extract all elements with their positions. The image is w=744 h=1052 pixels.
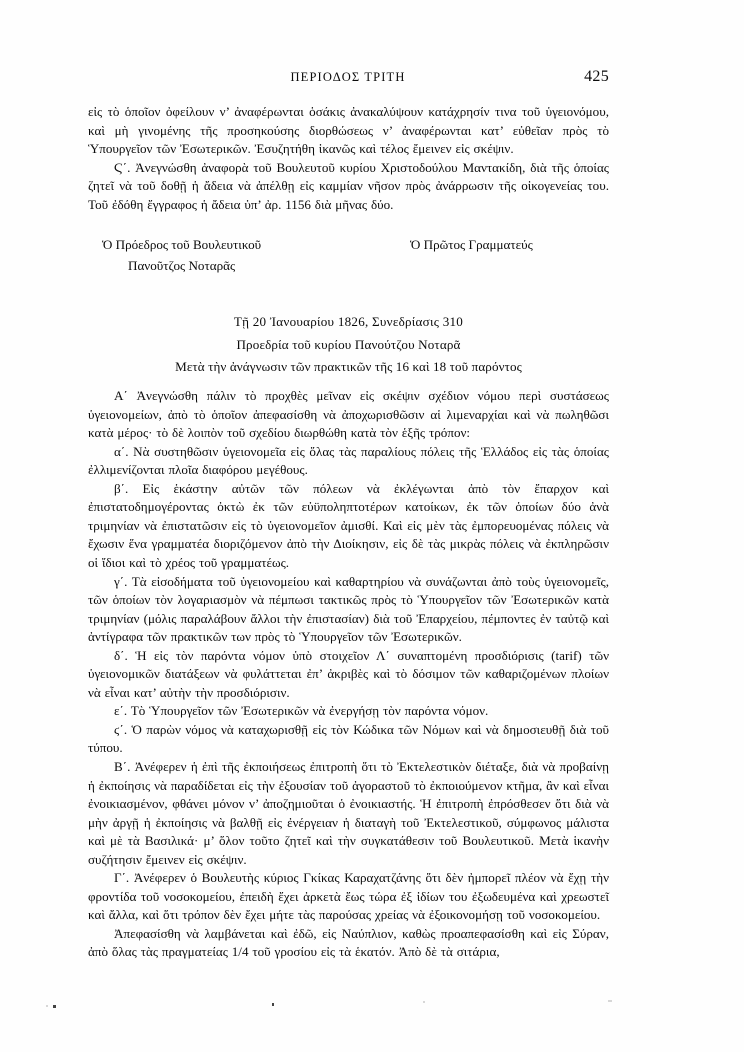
paragraph-item-delta: δ΄. Ἡ εἰς τὸν παρόντα νόμον ὑπὸ στοιχεῖον Λ΄ συναπτομένη προσδιόρισις (tarif) τῶν ὑγειονομικῶν διατάξεων νὰ φυλάττεται ἐπ’ ἀκριβὲς καὶ τὸ δόσιμον τῶν καθαριζομένων πλοίων νὰ εἶναι κατ’ αὐτὴν τὴν προσδιόρισιν. (88, 647, 609, 700)
paragraph-item-stigma: ϛ΄. Ὁ παρὼν νόμος νὰ καταχωρισθῇ εἰς τὸν Κώδικα τῶν Νόμων καὶ νὰ δημοσιευθῇ διὰ τοῦ τύπου. (88, 721, 609, 756)
session-date-line: Τῇ 20 Ἰανουαρίου 1826, Συνεδρίασις 310 (233, 314, 464, 330)
paragraph-item-alpha: α΄. Νὰ συστηθῶσιν ὑγειονομεῖα εἰς ὅλας τὰς παραλίους πόλεις τῆς Ἑλλάδος εἰς τὰς ὁποίας ἐλλιμενίζονται πλοῖα διαφόρου μεγέθους. (88, 443, 609, 478)
paragraph-closing: Ἀπεφασίσθη νὰ λαμβάνεται καὶ ἐδῶ, εἰς Ναύπλιον, καθὼς προαπεφασίσθη καὶ εἰς Σύραν, ἀπὸ ὅλας τὰς πραγματείας 1/4 τοῦ γροσίου εἰς τὰ ἑκατόν. Ἀπὸ δὲ τὰ σιτάρια, (88, 925, 609, 960)
paragraph-item-beta: β΄. Εἰς ἑκάστην αὐτῶν τῶν πόλεων νὰ ἐκλέγωνται ἀπὸ τὸν ἔπαρχον καὶ ἐπιστατοδημογέροντας ὀκτὼ ἐκ τῶν εὐϋποληπτοτέρων κατοίκων, ἐκ τῶν ὁποίων δύο ἀνὰ τριμηνίαν νὰ ἐπιστατῶσιν εἰς τὸ ὑγειονομεῖον ἀμισθί. Καὶ εἰς μὲν τὰς ἐμπορευομένας πόλεις νὰ ἔχωσιν ἕνα γραμματέα διοριζόμενον ἀπὸ τὴν Διοίκησιν, εἰς δὲ τὰς μικρὰς πόλεις νὰ ἐκπληρῶσιν οἱ ἴδιοι καὶ τὸ χρέος τοῦ γραμματέως. (88, 480, 609, 570)
scan-speck (608, 1000, 612, 1002)
paragraph-item-G: Γ΄. Ἀνέφερεν ὁ Βουλευτὴς κύριος Γκίκας Καραχατζάνης ὅτι δὲν ἠμπορεῖ πλέον νὰ ἔχῃ τὴν φροντίδα τοῦ νοσοκομείου, ἐπειδὴ ἔχει ἀρκετὰ ἕως τώρα ἐξ ἰδίων του ἐξωδευμένα καὶ χρεωστεῖ καὶ ἄλλα, καὶ ὅτι τρόπον δὲν ἔχει μήτε τὰς παρούσας χρείας νὰ ἐξοικονομήσῃ τοῦ νοσοκομείου. (88, 870, 609, 923)
session-minutes-line: Μετὰ τὴν ἀνάγνωσιν τῶν πρακτικῶν τῆς 16 καὶ 18 τοῦ παρόντος (175, 359, 522, 375)
running-head (88, 70, 608, 88)
signature-president (102, 235, 261, 275)
scan-speck (46, 1005, 48, 1007)
spacer-before-session-heading (88, 281, 609, 311)
paragraph-item-stigma-report: Ϛ΄. Ἀνεγνώσθη ἀναφορὰ τοῦ Βουλευτοῦ κυρίου Χριστοδούλου Μαντακίδη, διὰ τῆς ὁποίας ζητεῖ νὰ τοῦ δοθῇ ἡ ἄδεια νὰ ἀπέλθῃ εἰς καμμίαν νῆσον πρὸς ἀνάρρωσιν τῆς οἰκογενείας του. Τοῦ ἐδόθη ἔγγραφος ἡ ἄδεια ὑπ’ ἀρ. 1156 διὰ μῆνας δύο. (88, 159, 609, 212)
session-presidency-line: Προεδρία τοῦ κυρίου Πανούτζου Νοταρᾶ (236, 336, 461, 352)
scan-speck (423, 1001, 425, 1003)
session-heading (88, 311, 609, 379)
spacer-after-session-heading (88, 379, 609, 387)
paragraph-item-B: Β΄. Ἀνέφερεν ἡ ἐπὶ τῆς ἐκποιήσεως ἐπιτροπὴ ὅτι τὸ Ἐκτελεστικὸν διέταξε, διὰ νὰ προβαίνῃ ἡ ἐκποίησις νὰ παραδίδεται εἰς τὴν ἐξουσίαν τοῦ ἀγοραστοῦ τὸ ἐκποιούμενον κτῆμα, ἂν καὶ εἶναι ἐνοικιασμένον, φθάνει μόνον ν’ ἀποζημιοῦται ὁ ἐνοικιαστής. Ἡ ἐπιτροπὴ ἐπρόσθεσεν ὅτι διὰ νὰ μὴν ἀργῇ ἡ ἐκποίησις νὰ βαλθῇ εἰς ἐνέργειαν ἡ διαταγὴ τοῦ Ἐκτελεστικοῦ, σύμφωνος μάλιστα καὶ μὲ τὰ Βασιλικά· μ’ ὅλον τοῦτο ζητεῖ καὶ τὴν συγκατάθεσιν τοῦ Βουλευτικοῦ. Μετὰ ἱκανὴν συζήτησιν ἔμεινεν εἰς σκέψιν. (88, 759, 609, 867)
running-head-title: ΠΕΡΙΟΔΟΣ ΤΡΙΤΗ (290, 70, 406, 84)
president-title: Ὁ Πρόεδρος τοῦ Βουλευτικοῦ (102, 237, 262, 253)
paragraph-item-gamma: γ΄. Τὰ εἰσοδήματα τοῦ ὑγειονομείου καὶ καθαρτηρίου νὰ συνάζωνται ἀπὸ τοὺς ὑγειονομεῖς, τῶν ὁποίων τὸν λογαριασμὸν νὰ πέμπωσι τακτικῶς πρὸς τὸ Ὑπουργεῖον τῶν Ἐσωτερικῶν κατὰ τριμηνίαν (μόλις παραλάβουν ἄλλοι τὴν ἐπιστασίαν) διὰ τοῦ Ἐπαρχείου, πέμποντες ἐν ταὐτῷ καὶ ἀντίγραφα τῶν πρακτικῶν των πρὸς τὸ Ὑπουργεῖον τῶν Ἐσωτερικῶν. (88, 573, 609, 645)
signature-block (88, 235, 609, 281)
text-column (88, 103, 609, 962)
secretary-title: Ὁ Πρῶτος Γραμματεύς (410, 237, 533, 253)
paragraph-item-epsilon: ε΄. Τὸ Ὑπουργεῖον τῶν Ἐσωτερικῶν νὰ ἐνεργήσῃ τὸν παρόντα νόμον. (114, 703, 489, 719)
signature-secretary (410, 235, 533, 255)
spacer-before-signatures (88, 214, 609, 235)
paragraph-continuation: εἰς τὸ ὁποῖον ὀφείλουν ν’ ἀναφέρωνται ὁσάκις ἀνακαλύψουν κατάχρησίν τινα τοῦ ὑγειονόμου, καὶ μὴ γινομένης τῆς προσηκούσης διορθώσεως ν’ ἀναφέρωνται κατ’ εὐθεῖαν πρὸς τὸ Ὑπουργεῖον τῶν Ἐσωτερικῶν. Ἐσυζητήθη ἱκανῶς καὶ τέλος ἔμεινεν εἰς σκέψιν. (88, 104, 609, 157)
page-number: 425 (584, 68, 609, 85)
scan-speck (272, 1003, 274, 1006)
president-name: Πανοῦτζος Νοταρᾶς (127, 257, 236, 273)
paragraph-item-A: Α΄ Ἀνεγνώσθη πάλιν τὸ προχθὲς μεῖναν εἰς σκέψιν σχέδιον νόμου περὶ συστάσεως ὑγειονομείων, ἀπὸ τὸ ὁποῖον ἀπεφασίσθη νὰ ἀποχωρισθῶσιν αἱ λιμεναρχίαι καὶ νὰ πωληθῶσι κατὰ μέρος· τὸ δὲ λοιπὸν τοῦ σχεδίου διωρθώθη κατὰ τὸν ἑξῆς τρόπον: (88, 388, 609, 441)
scan-speck (53, 1005, 56, 1008)
